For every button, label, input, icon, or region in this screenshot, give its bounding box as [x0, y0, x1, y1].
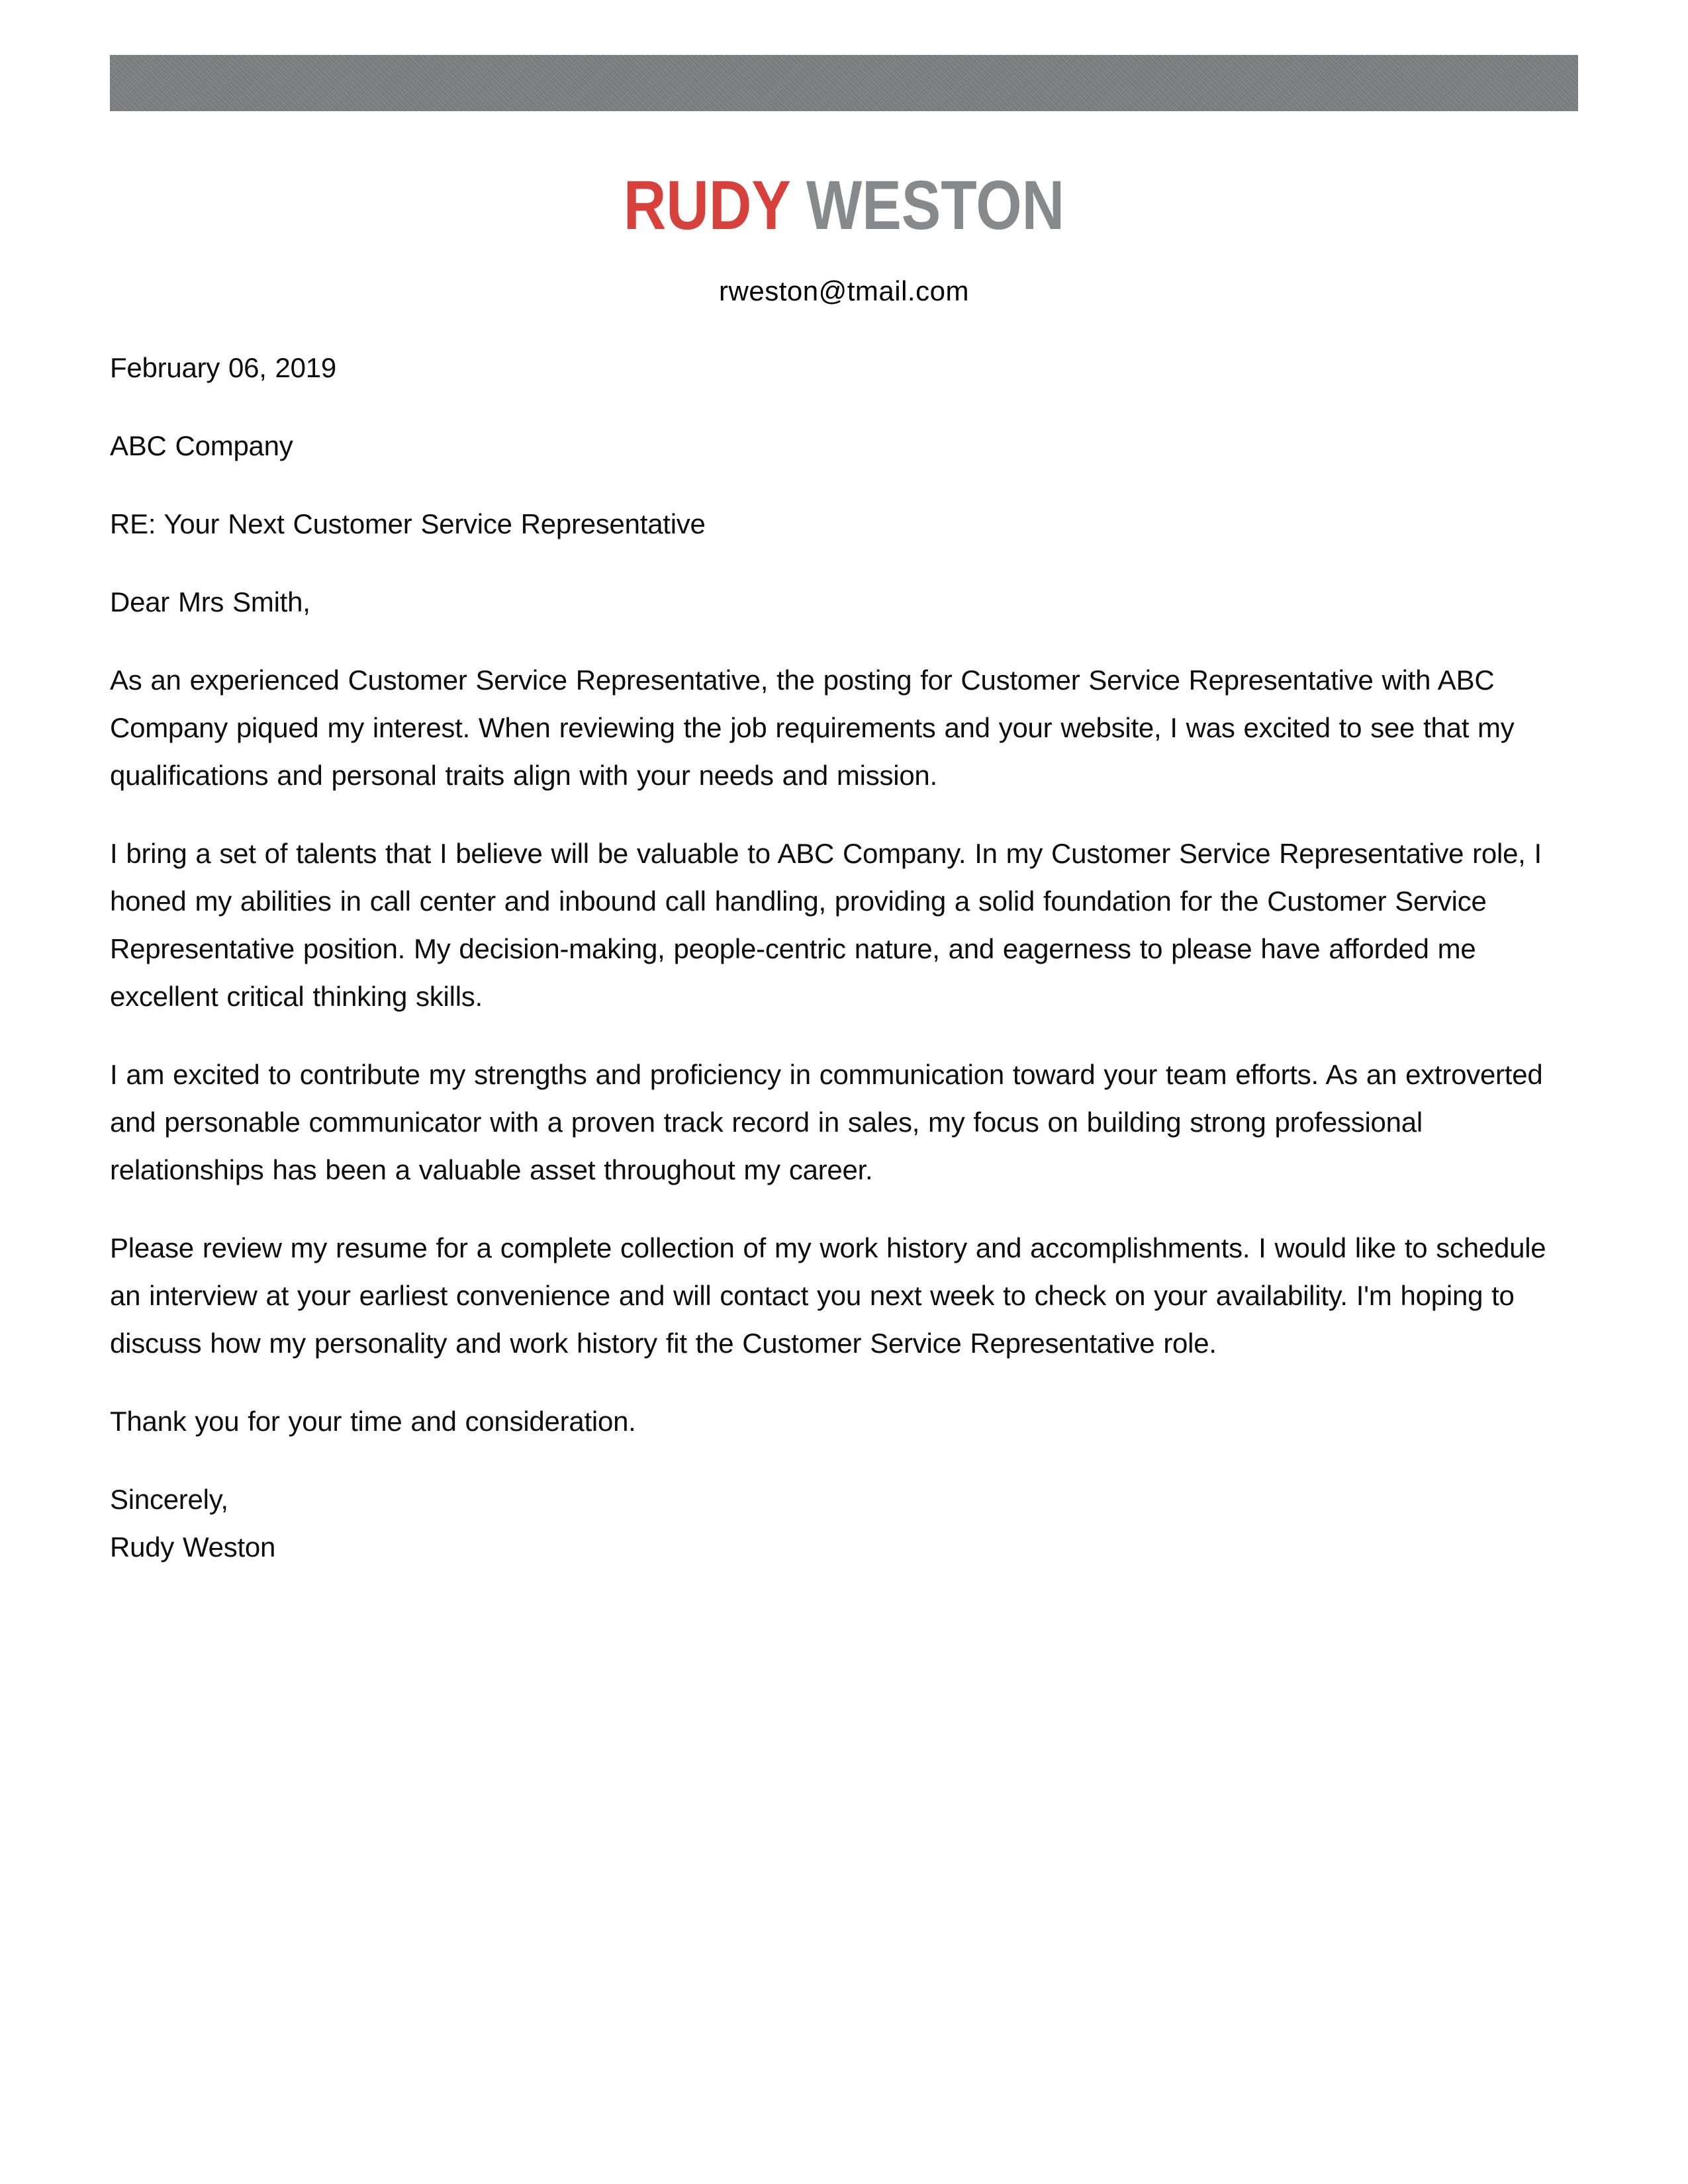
name-heading [126, 167, 1562, 244]
signature-block [110, 1476, 1578, 1571]
signoff-line: Sincerely, [110, 1484, 228, 1515]
signature-line: Rudy Weston [110, 1531, 276, 1563]
salutation-line: Dear Mrs Smith, [110, 586, 310, 617]
name-last: WESTON [806, 167, 1065, 244]
header-band [110, 55, 1578, 111]
body-paragraph-3: I am excited to contribute my strengths and proficiency in communication toward your team efforts. As an extroverted and personable communicator with a proven track record in sales, my focus on building strong professional relationships has been a valuable asset throughout my career. [110, 1059, 1543, 1185]
date-line: February 06, 2019 [110, 352, 336, 383]
name-first: RUDY [623, 167, 791, 244]
letterhead [0, 167, 1688, 306]
body-paragraph-2: I bring a set of talents that I believe will be valuable to ABC Company. In my Customer Service Representative role, I honed my abilities in call center and inbound call handling, providing a solid foundation for the Customer Service Representative position. My decision-making, people-centric nature, and eagerness to please have afforded me excellent critical thinking skills. [110, 838, 1542, 1012]
body-paragraph-1: As an experienced Customer Service Representative, the posting for Customer Service Representative with ABC Company piqued my interest. When reviewing the job requirements and your website, I was excited to see that my qualifications and personal traits align with your needs and mission. [110, 664, 1515, 791]
email-text: rweston@tmail.com [719, 275, 969, 306]
thanks-line: Thank you for your time and consideration. [110, 1406, 636, 1437]
letter-body [110, 344, 1578, 1602]
body-paragraph-4: Please review my resume for a complete collection of my work history and accomplishments. I would like to schedule an interview at your earliest convenience and will contact you next week to check on your availability. I'm hoping to discuss how my personality and work history fit the Customer Service Representative role. [110, 1232, 1546, 1359]
subject-line: RE: Your Next Customer Service Representative [110, 508, 706, 539]
recipient-line: ABC Company [110, 430, 293, 461]
